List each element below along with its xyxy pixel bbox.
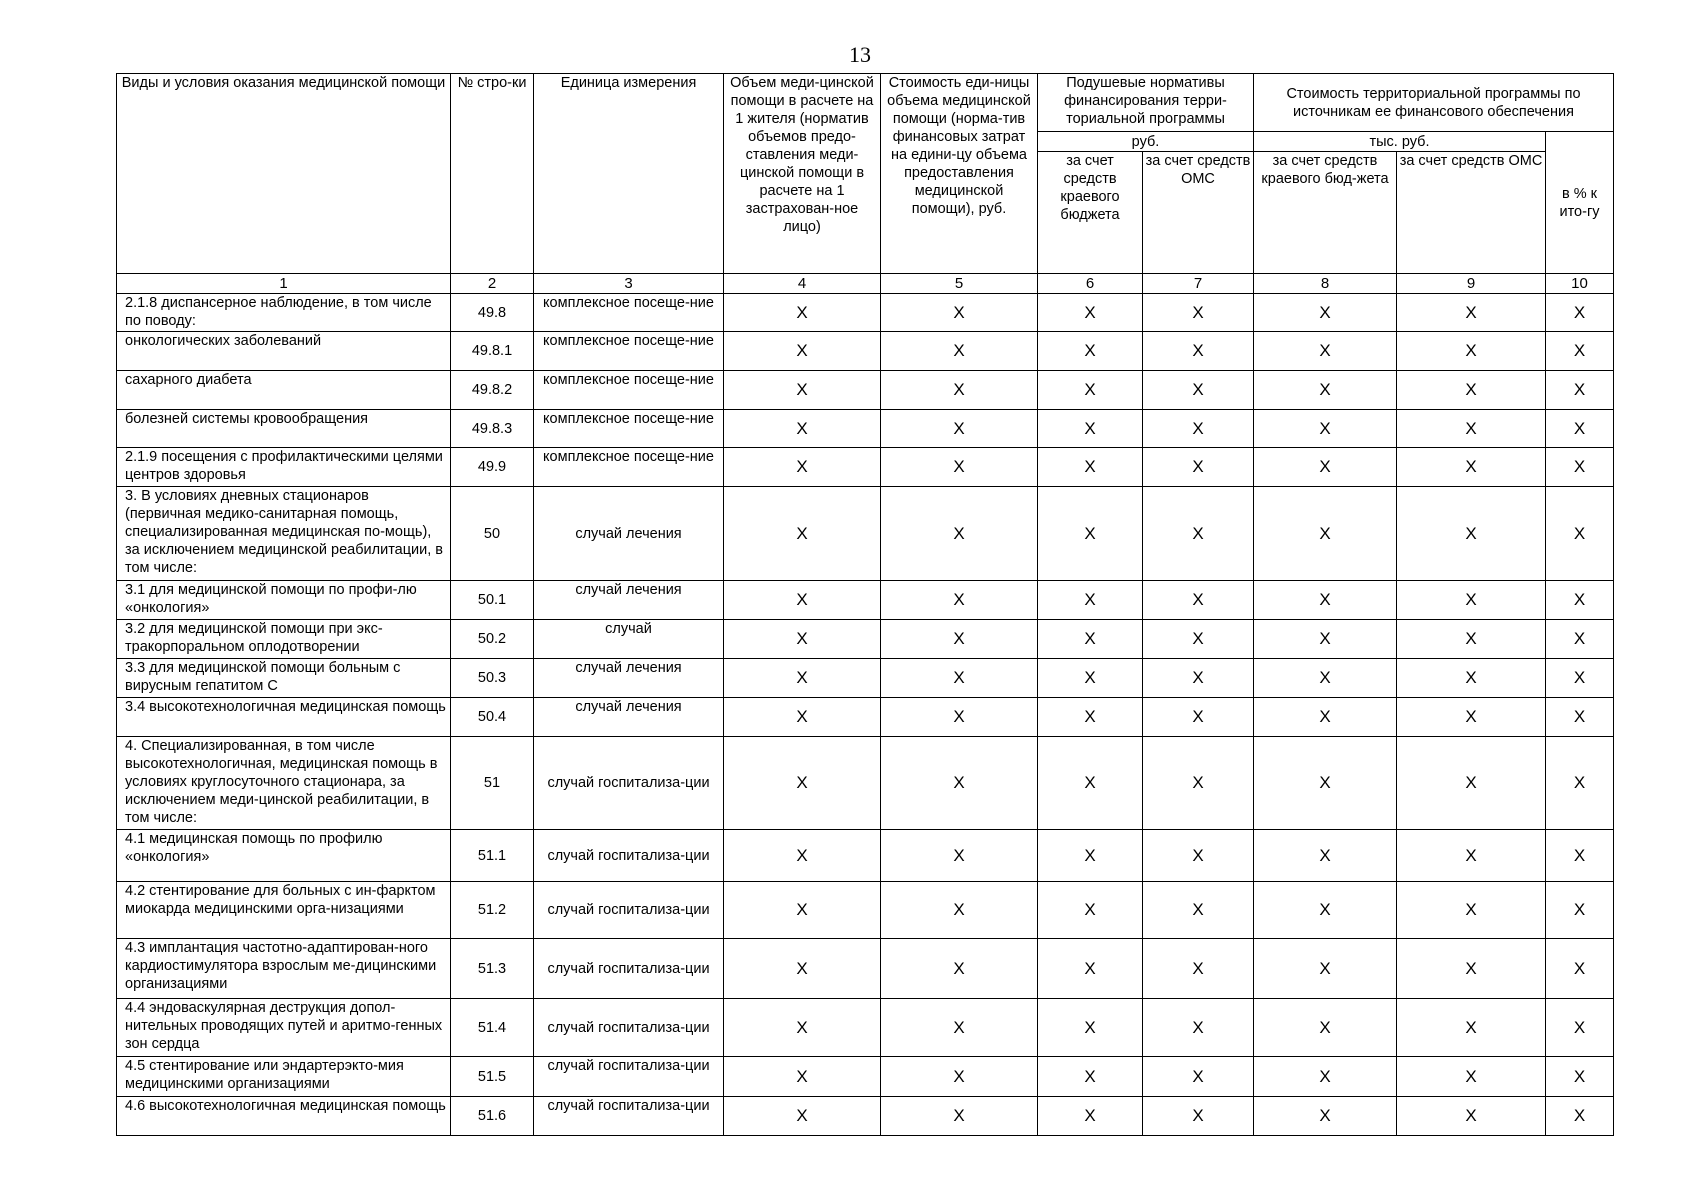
row-value-col6: X [1037, 293, 1143, 332]
row-value-col6: X [1037, 486, 1143, 581]
row-unit: комплексное посеще-ние [533, 447, 724, 487]
row-value-col7: X [1142, 1056, 1254, 1097]
row-name: 2.1.9 посещения с профилактическими целями центров здоровья [116, 447, 451, 487]
row-value-col4: X [723, 829, 881, 882]
row-value-col6: X [1037, 697, 1143, 737]
row-value-col8: X [1253, 409, 1397, 448]
row-value-col7: X [1142, 697, 1254, 737]
row-name: 4.4 эндоваскулярная деструкция допол-нительных проводящих путей и аритмо-генных зон сердца [116, 998, 451, 1057]
row-unit: случай госпитализа-ции [533, 736, 724, 830]
row-value-col6: X [1037, 619, 1143, 659]
row-value-col5: X [880, 658, 1038, 698]
row-value-col4: X [723, 619, 881, 659]
header-per-capita-unit: руб. [1037, 131, 1254, 152]
row-value-col6: X [1037, 447, 1143, 487]
row-value-col9: X [1396, 619, 1546, 659]
row-unit: случай госпитализа-ции [533, 938, 724, 999]
row-value-col4: X [723, 938, 881, 999]
row-value-col4: X [723, 881, 881, 939]
row-line-number: 50 [450, 486, 534, 581]
row-unit: случай госпитализа-ции [533, 1096, 724, 1136]
header-unit: Единица измерения [533, 73, 724, 274]
row-unit: случай [533, 619, 724, 659]
row-value-col10: X [1545, 697, 1614, 737]
row-value-col5: X [880, 736, 1038, 830]
row-value-col5: X [880, 447, 1038, 487]
row-line-number: 50.2 [450, 619, 534, 659]
row-value-col4: X [723, 447, 881, 487]
row-value-col7: X [1142, 293, 1254, 332]
row-unit: комплексное посеще-ние [533, 331, 724, 371]
row-value-col10: X [1545, 658, 1614, 698]
row-unit: случай лечения [533, 580, 724, 620]
row-value-col10: X [1545, 829, 1614, 882]
row-value-col4: X [723, 409, 881, 448]
row-name: 4.6 высокотехнологичная медицинская помощь [116, 1096, 451, 1136]
row-line-number: 51.2 [450, 881, 534, 939]
header-oms-per-capita: за счет средств ОМС [1142, 151, 1254, 274]
row-name: болезней системы кровообращения [116, 409, 451, 448]
row-value-col4: X [723, 331, 881, 371]
row-value-col6: X [1037, 409, 1143, 448]
row-value-col8: X [1253, 580, 1397, 620]
row-value-col9: X [1396, 580, 1546, 620]
row-value-col10: X [1545, 293, 1614, 332]
row-value-col7: X [1142, 447, 1254, 487]
column-number-6: 6 [1037, 273, 1143, 294]
row-line-number: 49.8.1 [450, 331, 534, 371]
row-value-col6: X [1037, 829, 1143, 882]
row-value-col5: X [880, 1096, 1038, 1136]
row-line-number: 51 [450, 736, 534, 830]
row-value-col5: X [880, 1056, 1038, 1097]
row-line-number: 51.3 [450, 938, 534, 999]
row-value-col8: X [1253, 619, 1397, 659]
row-unit: случай госпитализа-ции [533, 998, 724, 1057]
row-value-col10: X [1545, 998, 1614, 1057]
row-line-number: 50.4 [450, 697, 534, 737]
row-value-col10: X [1545, 619, 1614, 659]
row-value-col8: X [1253, 370, 1397, 410]
row-unit: случай госпитализа-ции [533, 881, 724, 939]
row-line-number: 50.3 [450, 658, 534, 698]
row-value-col5: X [880, 998, 1038, 1057]
column-number-10: 10 [1545, 273, 1614, 294]
row-value-col7: X [1142, 938, 1254, 999]
row-value-col7: X [1142, 881, 1254, 939]
row-value-col9: X [1396, 331, 1546, 371]
row-value-col6: X [1037, 1096, 1143, 1136]
row-value-col4: X [723, 658, 881, 698]
row-value-col7: X [1142, 829, 1254, 882]
row-line-number: 49.9 [450, 447, 534, 487]
row-name: 3. В условиях дневных стационаров (первичная медико-санитарная помощь, специализированная медицинская по-мощь), за исключением медицинской реабилитации, в том числе: [116, 486, 451, 581]
row-value-col7: X [1142, 580, 1254, 620]
row-value-col4: X [723, 736, 881, 830]
row-value-col5: X [880, 697, 1038, 737]
row-value-col8: X [1253, 938, 1397, 999]
row-value-col7: X [1142, 998, 1254, 1057]
column-number-8: 8 [1253, 273, 1397, 294]
row-name: 4. Специализированная, в том числе высокотехнологичная, медицинская помощь в условиях круглосуточного стационара, за исключением меди-цинской реабилитации, в том числе: [116, 736, 451, 830]
row-value-col8: X [1253, 998, 1397, 1057]
row-value-col9: X [1396, 447, 1546, 487]
column-number-7: 7 [1142, 273, 1254, 294]
row-value-col5: X [880, 829, 1038, 882]
row-name: сахарного диабета [116, 370, 451, 410]
row-value-col4: X [723, 486, 881, 581]
row-line-number: 49.8 [450, 293, 534, 332]
row-name: 4.3 имплантация частотно-адаптирован-ного кардиостимулятора взрослым ме-дицинскими организациями [116, 938, 451, 999]
row-value-col9: X [1396, 736, 1546, 830]
row-unit: комплексное посеще-ние [533, 409, 724, 448]
row-value-col8: X [1253, 697, 1397, 737]
header-per-capita-group: Подушевые нормативы финансирования терри-ториальной программы [1037, 73, 1254, 132]
row-value-col10: X [1545, 881, 1614, 939]
row-value-col8: X [1253, 881, 1397, 939]
row-value-col5: X [880, 293, 1038, 332]
header-type-of-care: Виды и условия оказания медицинской помощи [116, 73, 451, 274]
row-name: 4.2 стентирование для больных с ин-фарктом миокарда медицинскими орга-низациями [116, 881, 451, 939]
row-value-col9: X [1396, 697, 1546, 737]
row-value-col6: X [1037, 736, 1143, 830]
row-value-col5: X [880, 580, 1038, 620]
column-number-3: 3 [533, 273, 724, 294]
row-value-col5: X [880, 486, 1038, 581]
row-value-col8: X [1253, 447, 1397, 487]
header-regional-budget-cost: за счет средств краевого бюд-жета [1253, 151, 1397, 274]
row-value-col9: X [1396, 1056, 1546, 1097]
header-regional-budget-per-capita: за счет средств краевого бюджета [1037, 151, 1143, 274]
row-value-col10: X [1545, 938, 1614, 999]
row-unit: случай госпитализа-ции [533, 829, 724, 882]
row-value-col8: X [1253, 486, 1397, 581]
row-value-col10: X [1545, 1096, 1614, 1136]
row-value-col9: X [1396, 409, 1546, 448]
row-value-col6: X [1037, 580, 1143, 620]
row-name: 3.1 для медицинской помощи по профи-лю «онкология» [116, 580, 451, 620]
column-number-4: 4 [723, 273, 881, 294]
row-value-col9: X [1396, 658, 1546, 698]
row-value-col7: X [1142, 658, 1254, 698]
row-line-number: 51.1 [450, 829, 534, 882]
row-value-col10: X [1545, 486, 1614, 581]
row-name: 2.1.8 диспансерное наблюдение, в том числе по поводу: [116, 293, 451, 332]
header-oms-cost: за счет средств ОМС [1396, 151, 1546, 274]
row-value-col6: X [1037, 938, 1143, 999]
row-name: онкологических заболеваний [116, 331, 451, 371]
row-name: 3.4 высокотехнологичная медицинская помощь [116, 697, 451, 737]
row-value-col8: X [1253, 736, 1397, 830]
row-line-number: 49.8.3 [450, 409, 534, 448]
row-value-col9: X [1396, 370, 1546, 410]
row-value-col6: X [1037, 658, 1143, 698]
row-value-col8: X [1253, 1096, 1397, 1136]
row-value-col10: X [1545, 331, 1614, 371]
row-name: 4.1 медицинская помощь по профилю «онкология» [116, 829, 451, 882]
row-value-col7: X [1142, 619, 1254, 659]
row-value-col4: X [723, 1056, 881, 1097]
row-value-col8: X [1253, 331, 1397, 371]
row-value-col10: X [1545, 370, 1614, 410]
row-value-col9: X [1396, 1096, 1546, 1136]
row-value-col10: X [1545, 580, 1614, 620]
row-value-col10: X [1545, 447, 1614, 487]
row-value-col4: X [723, 1096, 881, 1136]
row-value-col9: X [1396, 486, 1546, 581]
header-line-number: № стро-ки [450, 73, 534, 274]
header-unit-cost: Стоимость еди-ницы объема медицинской помощи (норма-тив финансовых затрат на едини-цу объема предоставления медицинской помощи), руб. [880, 73, 1038, 274]
row-value-col8: X [1253, 293, 1397, 332]
row-value-col8: X [1253, 658, 1397, 698]
row-line-number: 51.4 [450, 998, 534, 1057]
row-value-col5: X [880, 409, 1038, 448]
row-unit: комплексное посеще-ние [533, 293, 724, 332]
row-value-col7: X [1142, 331, 1254, 371]
header-program-cost-group: Стоимость территориальной программы по источникам ее финансового обеспечения [1253, 73, 1614, 132]
row-unit: случай лечения [533, 486, 724, 581]
row-unit: случай лечения [533, 697, 724, 737]
row-value-col7: X [1142, 1096, 1254, 1136]
row-value-col4: X [723, 370, 881, 410]
header-program-cost-unit: тыс. руб. [1253, 131, 1546, 152]
row-value-col5: X [880, 331, 1038, 371]
row-value-col6: X [1037, 881, 1143, 939]
row-value-col5: X [880, 881, 1038, 939]
row-value-col5: X [880, 619, 1038, 659]
row-name: 3.2 для медицинской помощи при экс-тракорпоральном оплодотворении [116, 619, 451, 659]
row-value-col4: X [723, 697, 881, 737]
row-value-col9: X [1396, 938, 1546, 999]
row-value-col9: X [1396, 293, 1546, 332]
row-value-col10: X [1545, 409, 1614, 448]
row-value-col7: X [1142, 370, 1254, 410]
row-value-col4: X [723, 998, 881, 1057]
row-value-col6: X [1037, 331, 1143, 371]
row-value-col6: X [1037, 1056, 1143, 1097]
row-value-col10: X [1545, 1056, 1614, 1097]
row-value-col9: X [1396, 881, 1546, 939]
header-volume-per-resident: Объем меди-цинской помощи в расчете на 1 жителя (норматив объемов предо-ставления меди-цинской помощи в расчете на 1 застрахован-ное лицо) [723, 73, 881, 274]
row-value-col8: X [1253, 829, 1397, 882]
row-value-col6: X [1037, 370, 1143, 410]
row-value-col10: X [1545, 736, 1614, 830]
row-name: 4.5 стентирование или эндартерэкто-мия медицинскими организациями [116, 1056, 451, 1097]
row-unit: случай госпитализа-ции [533, 1056, 724, 1097]
row-value-col9: X [1396, 998, 1546, 1057]
row-value-col4: X [723, 580, 881, 620]
row-unit: комплексное посеще-ние [533, 370, 724, 410]
row-value-col9: X [1396, 829, 1546, 882]
row-value-col7: X [1142, 409, 1254, 448]
row-value-col5: X [880, 370, 1038, 410]
row-line-number: 51.5 [450, 1056, 534, 1097]
row-value-col8: X [1253, 1056, 1397, 1097]
page-number: 13 [849, 42, 871, 67]
header-percent-of-total: в % к ито-гу [1545, 131, 1614, 274]
row-unit: случай лечения [533, 658, 724, 698]
row-line-number: 51.6 [450, 1096, 534, 1136]
row-value-col7: X [1142, 736, 1254, 830]
column-number-2: 2 [450, 273, 534, 294]
row-line-number: 49.8.2 [450, 370, 534, 410]
row-line-number: 50.1 [450, 580, 534, 620]
row-value-col6: X [1037, 998, 1143, 1057]
row-value-col4: X [723, 293, 881, 332]
column-number-1: 1 [116, 273, 451, 294]
row-value-col7: X [1142, 486, 1254, 581]
column-number-5: 5 [880, 273, 1038, 294]
row-value-col5: X [880, 938, 1038, 999]
row-name: 3.3 для медицинской помощи больным с вирусным гепатитом С [116, 658, 451, 698]
column-number-9: 9 [1396, 273, 1546, 294]
